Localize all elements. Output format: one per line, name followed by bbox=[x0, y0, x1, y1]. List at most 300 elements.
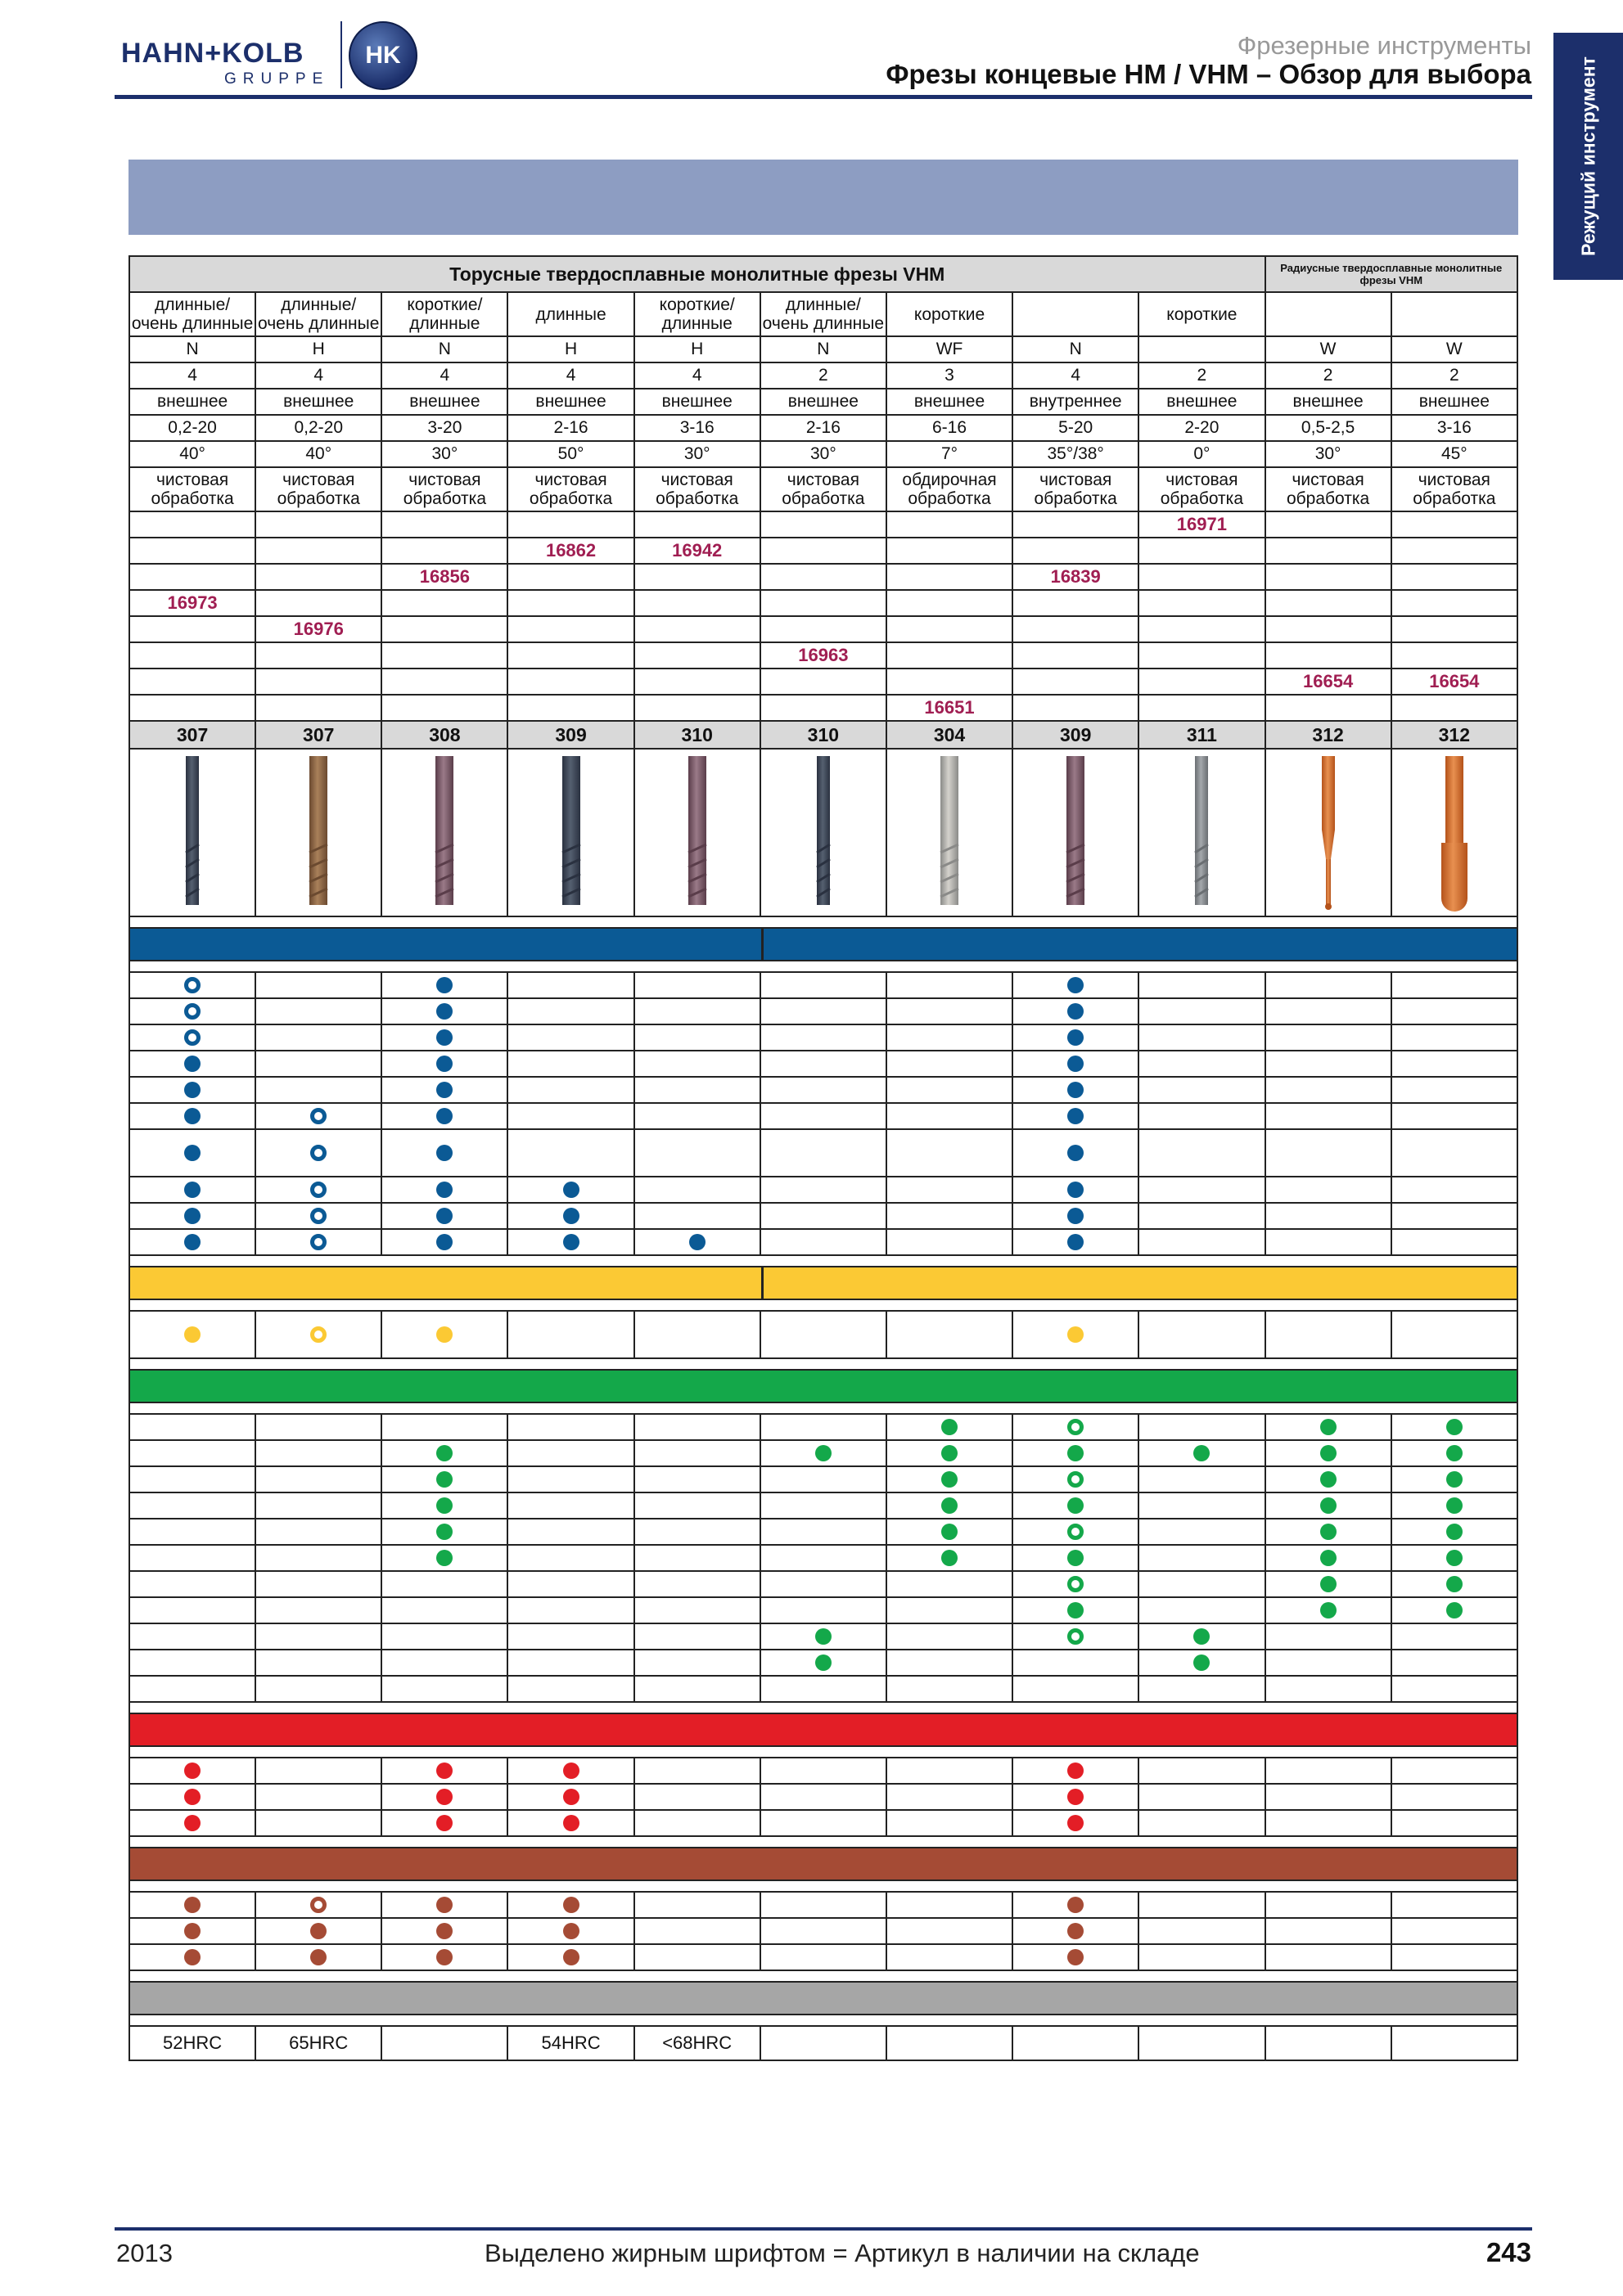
suitability-cell bbox=[1012, 1077, 1138, 1103]
suitability-cell bbox=[507, 1784, 633, 1810]
catalog-page-ref: 310 bbox=[760, 721, 886, 749]
group-spacer bbox=[129, 2015, 1517, 2026]
suitability-cell bbox=[886, 1311, 1012, 1358]
suitability-cell bbox=[255, 1892, 381, 1918]
spec-operation-cell: чистовая обработка bbox=[1012, 467, 1138, 511]
suitability-cell bbox=[381, 1440, 507, 1466]
article-number bbox=[381, 669, 507, 695]
suitability-cell bbox=[886, 1519, 1012, 1545]
suitable-dot-icon bbox=[815, 1445, 832, 1461]
suitability-cell bbox=[1265, 1492, 1391, 1519]
article-number bbox=[129, 669, 255, 695]
article-number bbox=[255, 642, 381, 669]
suitability-cell bbox=[634, 1758, 760, 1784]
tool-image bbox=[381, 749, 507, 916]
suitable-dot-icon bbox=[941, 1445, 958, 1461]
suitability-cell bbox=[129, 1177, 255, 1203]
suitability-cell bbox=[1265, 1311, 1391, 1358]
suitability-cell bbox=[1265, 1597, 1391, 1623]
suitability-cell bbox=[1391, 1414, 1517, 1440]
suitability-cell bbox=[255, 1918, 381, 1944]
suitability-cell bbox=[886, 1650, 1012, 1676]
article-number bbox=[1012, 642, 1138, 669]
suitability-cell bbox=[1265, 1810, 1391, 1836]
suitability-cell bbox=[760, 1024, 886, 1051]
suitability-cell bbox=[255, 1203, 381, 1229]
suitability-cell bbox=[1012, 1758, 1138, 1784]
suitable-dot-icon bbox=[436, 1923, 453, 1939]
suitability-cell bbox=[129, 1758, 255, 1784]
article-number bbox=[1138, 538, 1265, 564]
suitability-cell bbox=[381, 1519, 507, 1545]
article-number bbox=[634, 616, 760, 642]
spec-operation-cell: чистовая обработка bbox=[1391, 467, 1517, 511]
suitability-cell bbox=[634, 1311, 760, 1358]
suitability-cell bbox=[507, 1810, 633, 1836]
suitability-row bbox=[129, 1650, 1517, 1676]
spec-length-row bbox=[129, 292, 1517, 336]
suitability-cell bbox=[507, 1203, 633, 1229]
article-number bbox=[634, 695, 760, 721]
suitability-cell bbox=[381, 1203, 507, 1229]
spacer bbox=[129, 1358, 1517, 1370]
spec-length-cell: длинные/ очень длинные bbox=[129, 292, 255, 336]
suitability-cell bbox=[760, 1519, 886, 1545]
suitability-cell bbox=[1012, 1203, 1138, 1229]
article-number: 16976 bbox=[255, 616, 381, 642]
suitability-cell bbox=[129, 1519, 255, 1545]
group-spacer bbox=[129, 1880, 1517, 1892]
suitability-cell bbox=[760, 1414, 886, 1440]
spec-angle-cell: 7° bbox=[886, 441, 1012, 467]
suitability-cell bbox=[1391, 1892, 1517, 1918]
suitable-dot-icon bbox=[689, 1234, 706, 1250]
spec-teeth-cell: 3 bbox=[886, 362, 1012, 389]
suitability-cell bbox=[129, 1492, 255, 1519]
suitable-dot-icon bbox=[1067, 1029, 1084, 1046]
suitable-dot-icon bbox=[1446, 1497, 1463, 1514]
suitable-dot-icon bbox=[563, 1208, 579, 1224]
suitability-cell bbox=[1138, 1944, 1265, 1970]
group-spacer bbox=[129, 1255, 1517, 1267]
catalog-page-ref: 312 bbox=[1265, 721, 1391, 749]
suitability-cell bbox=[381, 1892, 507, 1918]
suitability-row bbox=[129, 1466, 1517, 1492]
suitability-cell bbox=[1012, 1229, 1138, 1255]
suitability-cell bbox=[886, 1810, 1012, 1836]
suitable-dot-icon bbox=[1446, 1445, 1463, 1461]
tool-image bbox=[1138, 749, 1265, 916]
suitable-dot-icon bbox=[1446, 1419, 1463, 1435]
suitable-dot-icon bbox=[436, 1145, 453, 1161]
suitable-dot-icon bbox=[184, 1082, 201, 1098]
spec-length-cell: длинные/ очень длинные bbox=[255, 292, 381, 336]
group-spacer bbox=[129, 1358, 1517, 1370]
suitable-dot-icon bbox=[1067, 1082, 1084, 1098]
suitable-dot-icon bbox=[436, 1208, 453, 1224]
suitability-cell bbox=[381, 1597, 507, 1623]
header-category: Фрезерные инструменты bbox=[1237, 31, 1531, 60]
suitability-cell bbox=[507, 1519, 633, 1545]
conditionally-suitable-ring-icon bbox=[310, 1108, 327, 1124]
band-divider bbox=[761, 929, 764, 960]
catalog-page-ref: 311 bbox=[1138, 721, 1265, 749]
conditionally-suitable-ring-icon bbox=[310, 1326, 327, 1343]
hardness-cell bbox=[1012, 2026, 1138, 2060]
conditionally-suitable-ring-icon bbox=[1067, 1419, 1084, 1435]
article-number bbox=[1138, 642, 1265, 669]
suitability-cell bbox=[886, 1492, 1012, 1519]
article-row bbox=[129, 564, 1517, 590]
hardness-cell: 65HRC bbox=[255, 2026, 381, 2060]
suitability-cell bbox=[1138, 1623, 1265, 1650]
suitability-cell bbox=[129, 1944, 255, 1970]
spec-operation-cell: обдирочная обработка bbox=[886, 467, 1012, 511]
suitability-cell bbox=[886, 1676, 1012, 1702]
suitable-dot-icon bbox=[1446, 1602, 1463, 1618]
suitability-cell bbox=[381, 1492, 507, 1519]
suitability-cell bbox=[1012, 1177, 1138, 1203]
suitability-cell bbox=[129, 1311, 255, 1358]
suitable-dot-icon bbox=[1320, 1550, 1337, 1566]
suitable-dot-icon bbox=[436, 1897, 453, 1913]
suitability-cell bbox=[1012, 1024, 1138, 1051]
suitability-cell bbox=[1265, 1623, 1391, 1650]
suitability-cell bbox=[1138, 1597, 1265, 1623]
suitability-cell bbox=[381, 1177, 507, 1203]
end-mill-icon bbox=[547, 753, 596, 912]
spec-cooling-row bbox=[129, 389, 1517, 415]
spec-type-cell: N bbox=[760, 336, 886, 362]
suitability-cell bbox=[760, 1077, 886, 1103]
suitability-row bbox=[129, 1810, 1517, 1836]
group-spacer bbox=[129, 1970, 1517, 1982]
spacer bbox=[129, 1402, 1517, 1414]
suitable-dot-icon bbox=[436, 1497, 453, 1514]
suitable-dot-icon bbox=[184, 1815, 201, 1831]
article-number bbox=[129, 564, 255, 590]
spec-cooling-cell: внешнее bbox=[255, 389, 381, 415]
suitability-row bbox=[129, 1177, 1517, 1203]
suitability-cell bbox=[507, 1892, 633, 1918]
suitability-cell bbox=[760, 1758, 886, 1784]
suitable-dot-icon bbox=[184, 1208, 201, 1224]
article-number bbox=[1391, 564, 1517, 590]
spec-angle-cell: 50° bbox=[507, 441, 633, 467]
suitability-cell bbox=[255, 1311, 381, 1358]
spec-cooling-cell: внешнее bbox=[507, 389, 633, 415]
article-number bbox=[507, 669, 633, 695]
suitable-dot-icon bbox=[563, 1949, 579, 1965]
catalog-page-ref: 310 bbox=[634, 721, 760, 749]
suitability-cell bbox=[255, 1784, 381, 1810]
spec-cooling-cell: внешнее bbox=[381, 389, 507, 415]
suitability-row bbox=[129, 1051, 1517, 1077]
suitability-cell bbox=[1138, 1784, 1265, 1810]
suitability-cell bbox=[507, 1466, 633, 1492]
suitability-cell bbox=[255, 1129, 381, 1177]
spec-length-cell: длинные/ очень длинные bbox=[760, 292, 886, 336]
suitable-dot-icon bbox=[1067, 1445, 1084, 1461]
suitable-dot-icon bbox=[436, 1949, 453, 1965]
suitability-cell bbox=[255, 1597, 381, 1623]
suitability-cell bbox=[1138, 1545, 1265, 1571]
suitability-cell bbox=[634, 998, 760, 1024]
end-mill-icon bbox=[1051, 753, 1100, 912]
suitability-cell bbox=[1138, 1440, 1265, 1466]
spec-length-cell: короткие bbox=[1138, 292, 1265, 336]
article-number: 16651 bbox=[886, 695, 1012, 721]
spacer bbox=[129, 916, 1517, 928]
spec-teeth-cell: 4 bbox=[129, 362, 255, 389]
catalog-page-ref: 309 bbox=[507, 721, 633, 749]
spacer bbox=[129, 1880, 1517, 1892]
suitability-cell bbox=[1265, 1892, 1391, 1918]
suitability-row bbox=[129, 1311, 1517, 1358]
spec-teeth-cell: 2 bbox=[1391, 362, 1517, 389]
suitability-cell bbox=[1391, 1650, 1517, 1676]
group-title-row bbox=[129, 256, 1517, 292]
spec-operation-cell: чистовая обработка bbox=[1265, 467, 1391, 511]
spec-type-cell: N bbox=[129, 336, 255, 362]
article-row bbox=[129, 695, 1517, 721]
suitability-cell bbox=[507, 1024, 633, 1051]
suitability-row bbox=[129, 1024, 1517, 1051]
footer-rule bbox=[115, 2227, 1532, 2231]
article-number bbox=[1265, 511, 1391, 538]
suitability-cell bbox=[760, 1676, 886, 1702]
spec-teeth-cell: 2 bbox=[1138, 362, 1265, 389]
suitability-cell bbox=[507, 1103, 633, 1129]
spec-angle-cell: 30° bbox=[760, 441, 886, 467]
suitability-cell bbox=[507, 1545, 633, 1571]
end-mill-icon bbox=[673, 753, 722, 912]
suitability-cell bbox=[129, 1597, 255, 1623]
suitable-dot-icon bbox=[310, 1949, 327, 1965]
suitability-cell bbox=[760, 1944, 886, 1970]
suitability-cell bbox=[634, 1466, 760, 1492]
suitability-cell bbox=[1012, 1129, 1138, 1177]
suitability-cell bbox=[1391, 1784, 1517, 1810]
article-number: 16963 bbox=[760, 642, 886, 669]
suitability-row bbox=[129, 1758, 1517, 1784]
suitability-cell bbox=[1265, 1440, 1391, 1466]
tool-image bbox=[129, 749, 255, 916]
suitability-cell bbox=[760, 1311, 886, 1358]
suitability-cell bbox=[255, 1414, 381, 1440]
article-number bbox=[1265, 642, 1391, 669]
article-number bbox=[381, 642, 507, 669]
tool-image bbox=[255, 749, 381, 916]
article-number bbox=[1265, 616, 1391, 642]
spec-angle-cell: 35°/38° bbox=[1012, 441, 1138, 467]
article-number bbox=[255, 695, 381, 721]
suitability-row bbox=[129, 1077, 1517, 1103]
spec-angle-row bbox=[129, 441, 1517, 467]
suitability-cell bbox=[634, 1571, 760, 1597]
spec-diameter-cell: 6-16 bbox=[886, 415, 1012, 441]
hardness-row bbox=[129, 2026, 1517, 2060]
group-spacer bbox=[129, 1402, 1517, 1414]
material-band-row bbox=[129, 1713, 1517, 1746]
article-number bbox=[381, 695, 507, 721]
catalog-page-row bbox=[129, 721, 1517, 749]
spec-teeth-cell: 4 bbox=[507, 362, 633, 389]
suitability-cell bbox=[1138, 1810, 1265, 1836]
suitability-cell bbox=[507, 1492, 633, 1519]
spec-teeth-row bbox=[129, 362, 1517, 389]
article-number bbox=[255, 564, 381, 590]
suitable-dot-icon bbox=[1067, 1182, 1084, 1198]
article-number: 16973 bbox=[129, 590, 255, 616]
suitable-dot-icon bbox=[1193, 1445, 1210, 1461]
suitability-cell bbox=[507, 1944, 633, 1970]
group-spacer bbox=[129, 1836, 1517, 1848]
suitability-cell bbox=[886, 1077, 1012, 1103]
spec-diameter-cell: 2-16 bbox=[760, 415, 886, 441]
suitability-cell bbox=[507, 1077, 633, 1103]
article-row bbox=[129, 590, 1517, 616]
article-number bbox=[507, 642, 633, 669]
spec-diameter-cell: 3-16 bbox=[1391, 415, 1517, 441]
spacer bbox=[129, 1299, 1517, 1311]
suitability-cell bbox=[1138, 1203, 1265, 1229]
suitability-cell bbox=[1138, 1414, 1265, 1440]
suitability-cell bbox=[886, 1918, 1012, 1944]
suitability-cell bbox=[634, 1024, 760, 1051]
article-number bbox=[1265, 590, 1391, 616]
spec-type-row bbox=[129, 336, 1517, 362]
suitability-cell bbox=[1012, 1311, 1138, 1358]
suitability-cell bbox=[507, 1623, 633, 1650]
spec-angle-cell: 40° bbox=[129, 441, 255, 467]
suitability-cell bbox=[129, 1784, 255, 1810]
article-number: 16654 bbox=[1391, 669, 1517, 695]
suitability-cell bbox=[1391, 1810, 1517, 1836]
suitable-dot-icon bbox=[436, 977, 453, 993]
suitability-cell bbox=[886, 1440, 1012, 1466]
suitability-row bbox=[129, 1944, 1517, 1970]
suitability-cell bbox=[886, 972, 1012, 998]
suitable-dot-icon bbox=[436, 1471, 453, 1488]
spec-cooling-cell: внешнее bbox=[886, 389, 1012, 415]
suitability-cell bbox=[1138, 1492, 1265, 1519]
suitability-cell bbox=[1265, 1571, 1391, 1597]
suitability-row bbox=[129, 1492, 1517, 1519]
suitability-cell bbox=[886, 1944, 1012, 1970]
suitability-cell bbox=[381, 1918, 507, 1944]
suitability-cell bbox=[1138, 1051, 1265, 1077]
suitability-cell bbox=[886, 1597, 1012, 1623]
suitable-dot-icon bbox=[1320, 1602, 1337, 1618]
suitability-cell bbox=[129, 1650, 255, 1676]
suitability-cell bbox=[634, 1414, 760, 1440]
spec-teeth-cell: 2 bbox=[760, 362, 886, 389]
spec-cooling-cell: внешнее bbox=[129, 389, 255, 415]
spec-angle-cell: 40° bbox=[255, 441, 381, 467]
article-number bbox=[255, 511, 381, 538]
suitability-cell bbox=[1012, 1784, 1138, 1810]
article-number bbox=[381, 616, 507, 642]
suitability-cell bbox=[1012, 1440, 1138, 1466]
suitable-dot-icon bbox=[1320, 1524, 1337, 1540]
article-number bbox=[760, 564, 886, 590]
suitability-cell bbox=[507, 1129, 633, 1177]
hardness-cell: 52HRC bbox=[129, 2026, 255, 2060]
article-number bbox=[634, 511, 760, 538]
suitable-dot-icon bbox=[563, 1789, 579, 1805]
conditionally-suitable-ring-icon bbox=[184, 977, 201, 993]
suitability-cell bbox=[1391, 1944, 1517, 1970]
suitability-cell bbox=[1138, 1024, 1265, 1051]
suitability-cell bbox=[1012, 1414, 1138, 1440]
spec-type-cell: W bbox=[1391, 336, 1517, 362]
suitability-cell bbox=[634, 1229, 760, 1255]
suitability-cell bbox=[634, 972, 760, 998]
suitability-cell bbox=[255, 972, 381, 998]
tool-image-row bbox=[129, 749, 1517, 916]
article-number bbox=[1012, 616, 1138, 642]
suitability-cell bbox=[886, 1892, 1012, 1918]
suitability-cell bbox=[1265, 1414, 1391, 1440]
suitability-cell bbox=[1265, 1203, 1391, 1229]
suitable-dot-icon bbox=[563, 1234, 579, 1250]
article-number bbox=[886, 538, 1012, 564]
suitability-cell bbox=[760, 1784, 886, 1810]
suitable-dot-icon bbox=[1067, 1234, 1084, 1250]
spacer bbox=[129, 1255, 1517, 1267]
suitable-dot-icon bbox=[1067, 1815, 1084, 1831]
material-band bbox=[129, 1267, 1517, 1299]
material-band-row bbox=[129, 1848, 1517, 1880]
suitability-cell bbox=[255, 1676, 381, 1702]
spec-operation-cell: чистовая обработка bbox=[760, 467, 886, 511]
spec-diameter-cell: 2-16 bbox=[507, 415, 633, 441]
suitable-dot-icon bbox=[436, 1182, 453, 1198]
suitable-dot-icon bbox=[436, 1524, 453, 1540]
suitability-cell bbox=[255, 1103, 381, 1129]
suitability-row bbox=[129, 1519, 1517, 1545]
suitability-row bbox=[129, 1784, 1517, 1810]
suitability-cell bbox=[1138, 1650, 1265, 1676]
spec-cooling-cell: внешнее bbox=[1391, 389, 1517, 415]
article-number bbox=[1138, 590, 1265, 616]
suitability-cell bbox=[1391, 1676, 1517, 1702]
suitable-dot-icon bbox=[184, 1145, 201, 1161]
suitable-dot-icon bbox=[1067, 1550, 1084, 1566]
suitability-cell bbox=[129, 998, 255, 1024]
article-number bbox=[1012, 511, 1138, 538]
tool-image bbox=[507, 749, 633, 916]
suitability-cell bbox=[1138, 1571, 1265, 1597]
material-band-row bbox=[129, 1267, 1517, 1299]
suitable-dot-icon bbox=[310, 1923, 327, 1939]
company-logo bbox=[121, 18, 417, 93]
spec-operation-cell: чистовая обработка bbox=[381, 467, 507, 511]
article-number bbox=[255, 538, 381, 564]
suitability-cell bbox=[381, 1545, 507, 1571]
suitable-dot-icon bbox=[815, 1628, 832, 1645]
suitability-cell bbox=[381, 1129, 507, 1177]
suitability-cell bbox=[381, 1414, 507, 1440]
suitability-cell bbox=[381, 1944, 507, 1970]
suitable-dot-icon bbox=[436, 1234, 453, 1250]
article-number bbox=[760, 695, 886, 721]
suitability-cell bbox=[1391, 1129, 1517, 1177]
spec-diameter-cell: 3-16 bbox=[634, 415, 760, 441]
suitability-cell bbox=[1391, 1597, 1517, 1623]
spec-diameter-row bbox=[129, 415, 1517, 441]
